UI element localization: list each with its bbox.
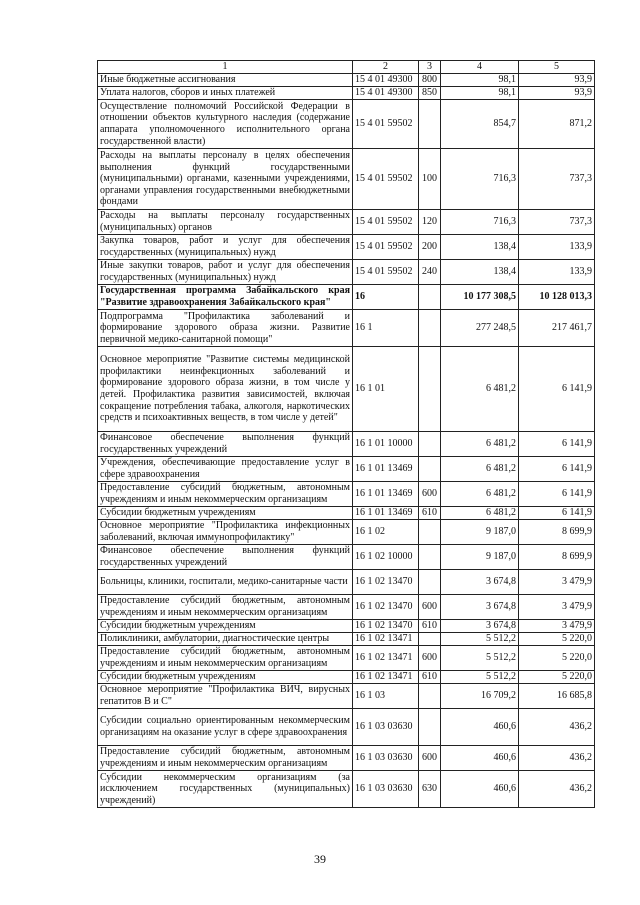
row-name-cell: Основное мероприятие "Развитие системы медицинской профилактики неинфекционных заболеваний и формирование здорового образа жизни, в том числе у детей. Профилактика развития зависимостей, включая сокращение потребления табака, алкоголя, наркотических средств и психоактивных веществ, в том числе у детей" xyxy=(98,347,353,432)
row-expense-type-cell: 600 xyxy=(419,646,441,671)
row-value-col4-cell: 3 674,8 xyxy=(441,595,519,620)
row-name-cell: Финансовое обеспечение выполнения функций государственных учреждений xyxy=(98,432,353,457)
row-name-cell: Подпрограмма "Профилактика заболеваний и формирование здорового образа жизни. Развитие первичной медико-санитарной помощи" xyxy=(98,310,353,347)
row-value-col4-cell: 16 709,2 xyxy=(441,684,519,709)
row-expense-type-cell: 800 xyxy=(419,74,441,87)
row-value-col5-cell: 8 699,9 xyxy=(519,520,595,545)
row-value-col4-cell: 6 481,2 xyxy=(441,457,519,482)
row-code-cell: 16 1 02 13471 xyxy=(353,671,419,684)
row-code-cell: 16 1 01 13469 xyxy=(353,482,419,507)
table-row xyxy=(98,671,595,684)
row-value-col5-cell: 5 220,0 xyxy=(519,633,595,646)
row-name-cell: Субсидии бюджетным учреждениям xyxy=(98,671,353,684)
row-value-col4-cell: 3 674,8 xyxy=(441,570,519,595)
row-code-cell: 15 4 01 49300 xyxy=(353,87,419,100)
row-value-col4-cell: 6 481,2 xyxy=(441,432,519,457)
row-value-col4-cell: 460,6 xyxy=(441,709,519,746)
row-expense-type-cell: 600 xyxy=(419,595,441,620)
row-code-cell: 16 1 03 xyxy=(353,684,419,709)
row-value-col5-cell: 5 220,0 xyxy=(519,671,595,684)
row-value-col4-cell: 6 481,2 xyxy=(441,347,519,432)
row-name-cell: Расходы на выплаты персоналу в целях обеспечения выполнения функций государственными (муниципальными) органами, казенными учреждениями, органами управления государственными внебюджетными фондами xyxy=(98,149,353,210)
row-name-cell: Субсидии социально ориентированным некоммерческим организациям на оказание услуг в сфере здравоохранения xyxy=(98,709,353,746)
row-code-cell: 16 1 02 10000 xyxy=(353,545,419,570)
row-value-col4-cell: 6 481,2 xyxy=(441,507,519,520)
table-row xyxy=(98,210,595,235)
row-expense-type-cell: 100 xyxy=(419,149,441,210)
row-name-cell: Расходы на выплаты персоналу государственных (муниципальных) органов xyxy=(98,210,353,235)
row-value-col5-cell: 6 141,9 xyxy=(519,347,595,432)
row-expense-type-cell: 600 xyxy=(419,746,441,771)
row-value-col5-cell: 3 479,9 xyxy=(519,620,595,633)
table-row xyxy=(98,646,595,671)
row-value-col4-cell: 854,7 xyxy=(441,100,519,149)
row-value-col4-cell: 716,3 xyxy=(441,149,519,210)
row-name-cell: Закупка товаров, работ и услуг для обеспечения государственных (муниципальных) нужд xyxy=(98,235,353,260)
table-row xyxy=(98,347,595,432)
table-row xyxy=(98,310,595,347)
header-cell: 3 xyxy=(419,61,441,74)
row-code-cell: 15 4 01 59502 xyxy=(353,210,419,235)
row-name-cell: Уплата налогов, сборов и иных платежей xyxy=(98,87,353,100)
table-row xyxy=(98,235,595,260)
row-expense-type-cell xyxy=(419,285,441,310)
row-code-cell: 16 1 02 13471 xyxy=(353,633,419,646)
table-body xyxy=(98,74,595,808)
row-value-col5-cell: 10 128 013,3 xyxy=(519,285,595,310)
row-code-cell: 16 1 02 13470 xyxy=(353,620,419,633)
row-expense-type-cell xyxy=(419,709,441,746)
table-row xyxy=(98,507,595,520)
row-value-col5-cell: 133,9 xyxy=(519,235,595,260)
row-value-col5-cell: 6 141,9 xyxy=(519,507,595,520)
row-value-col5-cell: 8 699,9 xyxy=(519,545,595,570)
row-name-cell: Основное мероприятие "Профилактика ВИЧ, вирусных гепатитов В и С" xyxy=(98,684,353,709)
row-code-cell: 16 1 01 13469 xyxy=(353,457,419,482)
row-code-cell: 16 1 02 13470 xyxy=(353,570,419,595)
row-expense-type-cell xyxy=(419,520,441,545)
row-code-cell: 15 4 01 49300 xyxy=(353,74,419,87)
row-code-cell: 16 1 02 xyxy=(353,520,419,545)
row-name-cell: Основное мероприятие "Профилактика инфекционных заболеваний, включая иммунопрофилактику" xyxy=(98,520,353,545)
row-name-cell: Субсидии некоммерческим организациям (за исключением государственных (муниципальных) учреждений) xyxy=(98,771,353,808)
row-code-cell: 15 4 01 59502 xyxy=(353,149,419,210)
table-row xyxy=(98,771,595,808)
row-value-col4-cell: 98,1 xyxy=(441,87,519,100)
row-name-cell: Учреждения, обеспечивающие предоставление услуг в сфере здравоохранения xyxy=(98,457,353,482)
row-code-cell: 16 1 03 03630 xyxy=(353,709,419,746)
table-row xyxy=(98,100,595,149)
row-expense-type-cell: 610 xyxy=(419,507,441,520)
row-value-col4-cell: 5 512,2 xyxy=(441,671,519,684)
table-row xyxy=(98,87,595,100)
page-number: 39 xyxy=(314,852,326,866)
budget-table xyxy=(97,60,595,808)
table-row xyxy=(98,520,595,545)
table-row xyxy=(98,74,595,87)
row-value-col5-cell: 5 220,0 xyxy=(519,646,595,671)
row-value-col4-cell: 9 187,0 xyxy=(441,520,519,545)
row-name-cell: Предоставление субсидий бюджетным, автономным учреждениям и иным некоммерческим организациям xyxy=(98,746,353,771)
row-code-cell: 16 1 02 13470 xyxy=(353,595,419,620)
row-value-col4-cell: 6 481,2 xyxy=(441,482,519,507)
row-value-col4-cell: 716,3 xyxy=(441,210,519,235)
table-header-row xyxy=(98,61,595,74)
row-value-col5-cell: 217 461,7 xyxy=(519,310,595,347)
row-expense-type-cell: 200 xyxy=(419,235,441,260)
row-expense-type-cell xyxy=(419,457,441,482)
row-expense-type-cell xyxy=(419,633,441,646)
row-expense-type-cell: 610 xyxy=(419,620,441,633)
row-expense-type-cell: 850 xyxy=(419,87,441,100)
row-name-cell: Предоставление субсидий бюджетным, автономным учреждениям и иным некоммерческим организациям xyxy=(98,595,353,620)
row-name-cell: Предоставление субсидий бюджетным, автономным учреждениям и иным некоммерческим организациям xyxy=(98,646,353,671)
row-value-col5-cell: 6 141,9 xyxy=(519,482,595,507)
row-value-col5-cell: 93,9 xyxy=(519,74,595,87)
row-value-col4-cell: 5 512,2 xyxy=(441,646,519,671)
row-value-col5-cell: 3 479,9 xyxy=(519,570,595,595)
row-value-col4-cell: 5 512,2 xyxy=(441,633,519,646)
row-expense-type-cell xyxy=(419,570,441,595)
header-cell: 5 xyxy=(519,61,595,74)
row-code-cell: 16 1 01 10000 xyxy=(353,432,419,457)
row-value-col5-cell: 3 479,9 xyxy=(519,595,595,620)
row-value-col5-cell: 436,2 xyxy=(519,771,595,808)
row-value-col4-cell: 98,1 xyxy=(441,74,519,87)
row-value-col4-cell: 277 248,5 xyxy=(441,310,519,347)
row-name-cell: Государственная программа Забайкальского края "Развитие здравоохранения Забайкальского края" xyxy=(98,285,353,310)
row-expense-type-cell xyxy=(419,347,441,432)
table-row xyxy=(98,482,595,507)
table-row xyxy=(98,432,595,457)
row-value-col4-cell: 460,6 xyxy=(441,746,519,771)
row-name-cell: Иные бюджетные ассигнования xyxy=(98,74,353,87)
row-code-cell: 16 1 xyxy=(353,310,419,347)
row-value-col5-cell: 16 685,8 xyxy=(519,684,595,709)
row-value-col5-cell: 6 141,9 xyxy=(519,432,595,457)
row-value-col4-cell: 9 187,0 xyxy=(441,545,519,570)
table-row xyxy=(98,149,595,210)
row-code-cell: 16 xyxy=(353,285,419,310)
row-code-cell: 16 1 02 13471 xyxy=(353,646,419,671)
table-row xyxy=(98,746,595,771)
header-cell: 1 xyxy=(98,61,353,74)
row-value-col5-cell: 871,2 xyxy=(519,100,595,149)
row-value-col5-cell: 436,2 xyxy=(519,746,595,771)
row-code-cell: 16 1 01 xyxy=(353,347,419,432)
row-name-cell: Поликлиники, амбулатории, диагностические центры xyxy=(98,633,353,646)
row-expense-type-cell xyxy=(419,432,441,457)
table-row xyxy=(98,684,595,709)
header-cell: 2 xyxy=(353,61,419,74)
row-value-col5-cell: 6 141,9 xyxy=(519,457,595,482)
row-value-col4-cell: 460,6 xyxy=(441,771,519,808)
table-row xyxy=(98,545,595,570)
table-row xyxy=(98,633,595,646)
row-expense-type-cell: 120 xyxy=(419,210,441,235)
row-value-col4-cell: 10 177 308,5 xyxy=(441,285,519,310)
header-cell: 4 xyxy=(441,61,519,74)
row-code-cell: 16 1 03 03630 xyxy=(353,771,419,808)
row-name-cell: Субсидии бюджетным учреждениям xyxy=(98,507,353,520)
row-expense-type-cell: 630 xyxy=(419,771,441,808)
row-code-cell: 15 4 01 59502 xyxy=(353,235,419,260)
table-row xyxy=(98,620,595,633)
row-value-col5-cell: 737,3 xyxy=(519,149,595,210)
row-value-col5-cell: 436,2 xyxy=(519,709,595,746)
row-value-col5-cell: 133,9 xyxy=(519,260,595,285)
row-code-cell: 15 4 01 59502 xyxy=(353,260,419,285)
row-expense-type-cell xyxy=(419,310,441,347)
row-value-col4-cell: 138,4 xyxy=(441,260,519,285)
table-row xyxy=(98,285,595,310)
row-name-cell: Иные закупки товаров, работ и услуг для обеспечения государственных (муниципальных) нужд xyxy=(98,260,353,285)
row-expense-type-cell xyxy=(419,100,441,149)
table-row xyxy=(98,570,595,595)
row-expense-type-cell xyxy=(419,684,441,709)
row-expense-type-cell xyxy=(419,545,441,570)
row-code-cell: 15 4 01 59502 xyxy=(353,100,419,149)
row-code-cell: 16 1 01 13469 xyxy=(353,507,419,520)
row-value-col4-cell: 138,4 xyxy=(441,235,519,260)
table-row xyxy=(98,260,595,285)
row-value-col4-cell: 3 674,8 xyxy=(441,620,519,633)
row-expense-type-cell: 240 xyxy=(419,260,441,285)
row-code-cell: 16 1 03 03630 xyxy=(353,746,419,771)
table-row xyxy=(98,709,595,746)
row-name-cell: Осуществление полномочий Российской Федерации в отношении объектов культурного наследия (содержание аппарата уполномоченного исполнительного органа государственной власти) xyxy=(98,100,353,149)
row-name-cell: Финансовое обеспечение выполнения функций государственных учреждений xyxy=(98,545,353,570)
row-name-cell: Предоставление субсидий бюджетным, автономным учреждениям и иным некоммерческим организациям xyxy=(98,482,353,507)
row-name-cell: Субсидии бюджетным учреждениям xyxy=(98,620,353,633)
table-row xyxy=(98,457,595,482)
row-value-col5-cell: 737,3 xyxy=(519,210,595,235)
row-expense-type-cell: 600 xyxy=(419,482,441,507)
row-name-cell: Больницы, клиники, госпитали, медико-санитарные части xyxy=(98,570,353,595)
table-row xyxy=(98,595,595,620)
row-expense-type-cell: 610 xyxy=(419,671,441,684)
row-value-col5-cell: 93,9 xyxy=(519,87,595,100)
